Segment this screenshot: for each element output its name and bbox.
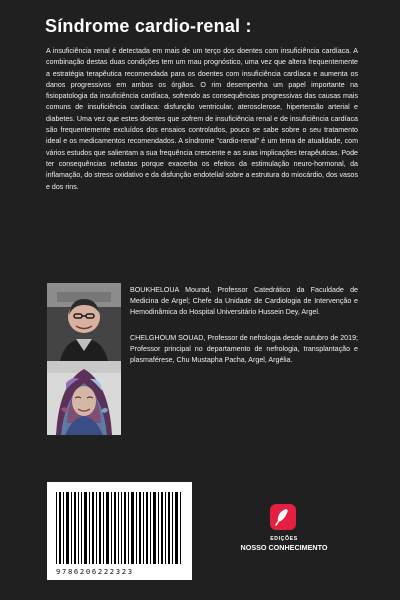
isbn-number: 9786206222323: [56, 567, 134, 576]
publisher-logo: [236, 503, 334, 568]
publisher-label-bottom: NOSSO CONHECIMENTO: [240, 543, 328, 552]
author-one-bio: BOUKHELOUA Mourad, Professor Catedrático da Faculdade de Medicina de Argel; Chefe da Unidade de Cardiologia de Intervenção e Hemodinâmica do Hospital Universitário Hussein Dey, Argel.: [130, 286, 358, 317]
barcode-card: [47, 482, 192, 580]
feather-icon: [269, 503, 297, 531]
author-two-bio: CHELGHOUM SOUAD, Professor de nefrologia desde outubro de 2019; Professor principal no departamento de nefrologia, transplantação e plasmaférese, Chu Mustapha Pacha, Argel, Argélia.: [130, 334, 358, 365]
cover-description: A insuficiência renal é detectada em mais de um terço dos doentes com insuficiência cardíaca. A combinação destas duas condições tem um mau prognóstico, uma vez que altera frequentemente a estratégia terapêutica recomendada para os doentes com insuficiência cardíaca e aumenta os danos progressivos em ambos os órgãos. O rim desempenha um papel importante na fisiopatologia da insuficiência cardíaca, sofrendo as consequências progressivas das causas mais comuns de insuficiência cardíaca: disfunção ventricular, aterosclerose, hipertensão arterial e diabetes. Uma vez que estes doentes que sofrem de insuficiência renal e de insuficiência cardíaca são frequentemente excluídos dos ensaios controlados, pouco se sabe sobre o seu tratamento ideal e os medicamentos recomendados. A síndrome "cardio-renal" é um tema de atualidade, com vários estudos que salientam a sua frequência crescente e as suas implicações terapêuticas. Pode ter consequências nefastas porque exacerba os efeitos da estimulação neuro-hormonal, da inflamação, do stress oxidativo e da disfunção endotelial sobre a estrutura do miocárdio, dos vasos e dos rins.: [46, 47, 358, 191]
isbn-barcode: [55, 492, 182, 564]
author-photo-one: [47, 283, 121, 361]
publisher-label-top: EDIÇÕES: [270, 536, 298, 542]
author-photo-two: [47, 361, 121, 435]
cover-title: Síndrome cardio-renal :: [45, 16, 252, 36]
